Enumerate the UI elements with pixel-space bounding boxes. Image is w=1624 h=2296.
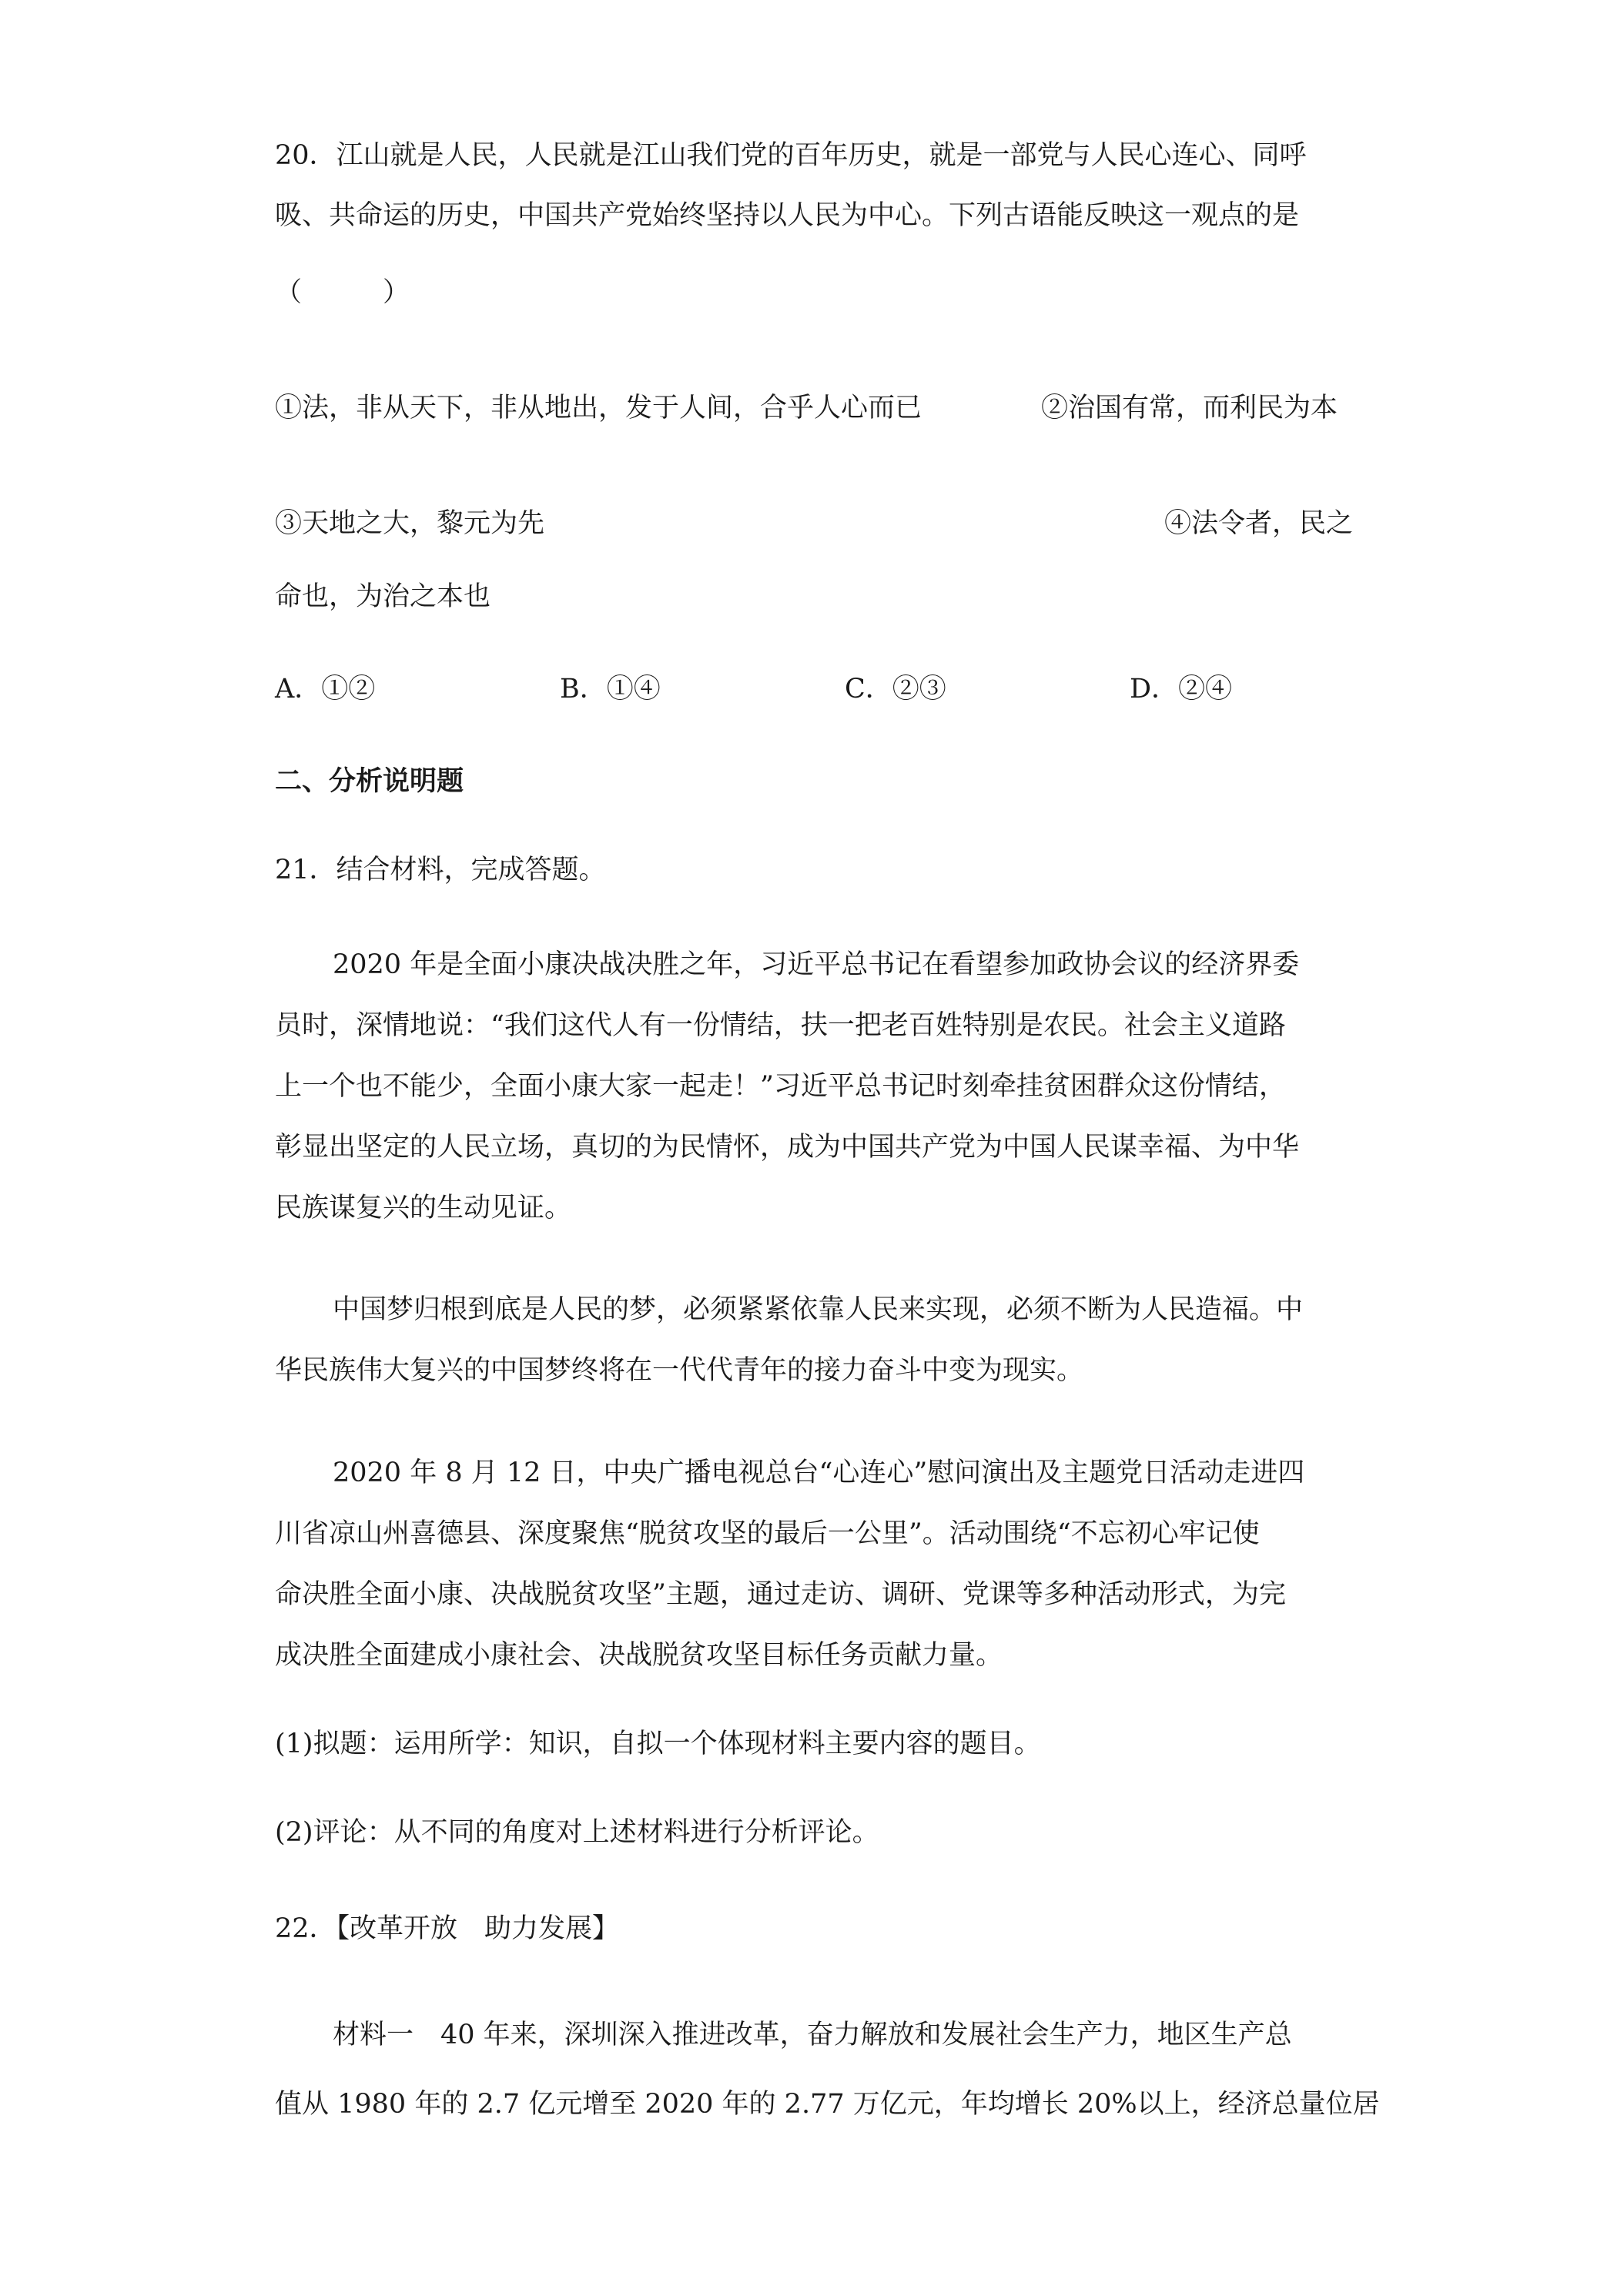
q20-option-a: A．①② [275, 674, 376, 705]
q21-stem: 21．结合材料，完成答题。 [275, 855, 606, 885]
q20-item-1: ①法，非从天下，非从地出，发于人间，合乎人心而已 [275, 393, 922, 423]
q20-item-2: ②治国有常，而利民为本 [1041, 393, 1338, 423]
q20-line-1: 20．江山就是人民，人民就是江山我们党的百年历史，就是一部党与人民心连心、同呼 [275, 140, 1307, 171]
q20-item-4-part-2: 命也，为治之本也 [275, 581, 491, 612]
q21-material-1-line-2: 员时，深情地说：“我们这代人有一份情结，扶一把老百姓特别是农民。社会主义道路 [275, 1010, 1286, 1041]
q20-item-3: ③天地之大，黎元为先 [275, 508, 545, 539]
q21-sub-question-2: (2)评论：从不同的角度对上述材料进行分析评论。 [275, 1817, 879, 1848]
q20-option-d: D．②④ [1130, 674, 1233, 705]
q21-material-3-line-4: 成决胜全面建成小康社会、决战脱贫攻坚目标任务贡献力量。 [275, 1640, 1003, 1671]
q20-answer-blank: （ ） [275, 277, 410, 308]
q21-material-1-line-3: 上一个也不能少，全面小康大家一起走！”习近平总书记时刻牵挂贫困群众这份情结， [275, 1071, 1286, 1102]
q20-option-c: C．②③ [845, 674, 946, 705]
q20-line-2: 吸、共命运的历史，中国共产党始终坚持以人民为中心。下列古语能反映这一观点的是 [275, 200, 1300, 231]
q21-material-1-line-1: 2020 年是全面小康决战决胜之年，习近平总书记在看望参加政协会议的经济界委 [333, 949, 1300, 980]
q21-material-2-line-2: 华民族伟大复兴的中国梦终将在一代代青年的接力奋斗中变为现实。 [275, 1355, 1084, 1386]
section-heading: 二、分析说明题 [275, 765, 464, 797]
q22-stem: 22．【改革开放 助力发展】 [275, 1913, 620, 1944]
q21-material-3-line-3: 命决胜全面小康、决战脱贫攻坚”主题，通过走访、调研、党课等多种活动形式，为完 [275, 1579, 1286, 1610]
q21-material-3-line-2: 川省凉山州喜德县、深度聚焦“脱贫攻坚的最后一公里”。活动围绕“不忘初心牢记使 [275, 1518, 1260, 1549]
q22-material-1-line-2: 值从 1980 年的 2.7 亿元增至 2020 年的 2.77 万亿元，年均增长 20%以上，经济总量位居 [275, 2089, 1380, 2120]
q21-material-1-line-5: 民族谋复兴的生动见证。 [275, 1193, 572, 1223]
q22-material-1-line-1: 材料一 40 年来，深圳深入推进改革，奋力解放和发展社会生产力，地区生产总 [333, 2020, 1292, 2050]
q20-item-4-part-1: ④法令者，民之 [1164, 508, 1354, 539]
q21-material-3-line-1: 2020 年 8 月 12 日，中央广播电视总台“心连心”慰问演出及主题党日活动走进四 [333, 1458, 1305, 1488]
q21-material-2-line-1: 中国梦归根到底是人民的梦，必须紧紧依靠人民来实现，必须不断为人民造福。中 [333, 1294, 1304, 1325]
q21-sub-question-1: (1)拟题：运用所学：知识，自拟一个体现材料主要内容的题目。 [275, 1729, 1041, 1759]
q20-option-b: B．①④ [560, 674, 661, 705]
q21-material-1-line-4: 彰显出坚定的人民立场，真切的为民情怀，成为中国共产党为中国人民谋幸福、为中华 [275, 1132, 1300, 1163]
